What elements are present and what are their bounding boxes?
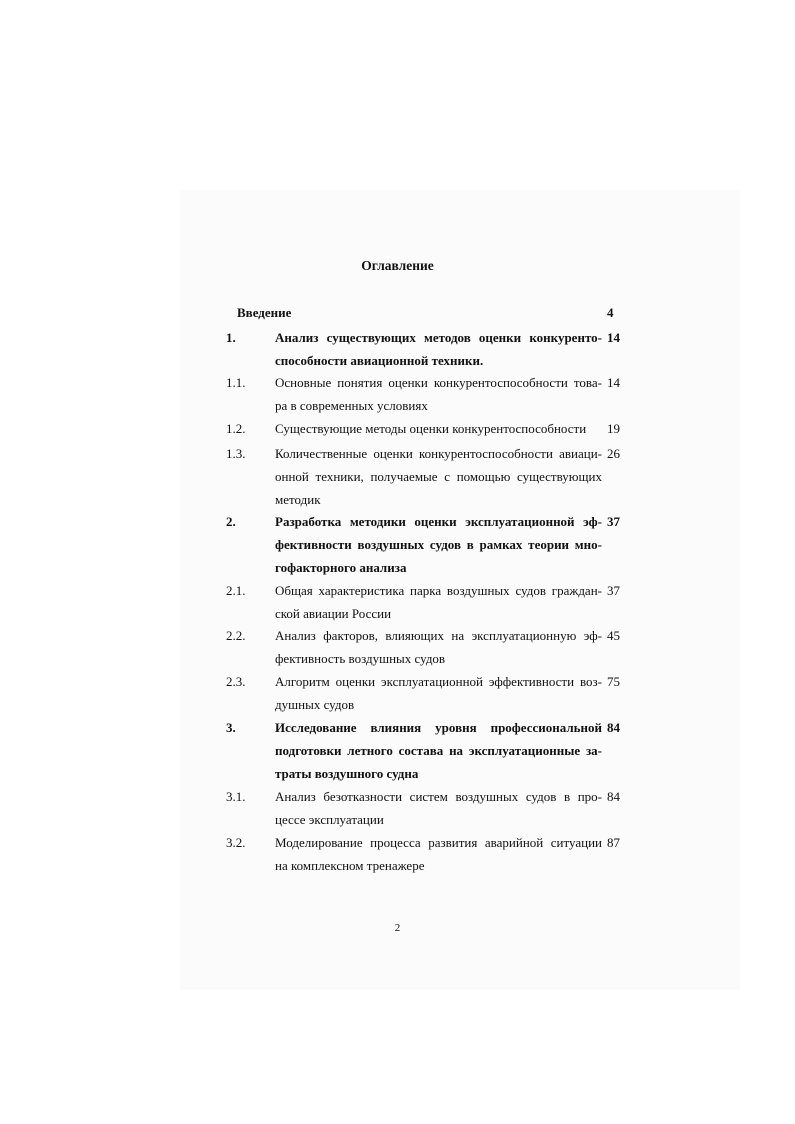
toc-entry-line: Анализ существующих методов оценки конкуренто-	[275, 330, 602, 345]
toc-entry-number: 1.1.	[226, 375, 246, 390]
toc-entry-text	[275, 670, 602, 716]
toc-entry-line: Алгоритм оценки эксплуатационной эффективности воз-	[275, 674, 602, 689]
toc-entry-page: 19	[607, 421, 620, 436]
toc-entry-line: Основные понятия оценки конкурентоспособности това-	[275, 375, 602, 390]
toc-entry-page: 37	[607, 583, 620, 598]
toc-entry-line: Моделирование процесса развития аварийной ситуации	[275, 835, 602, 850]
toc-entry-page: 84	[607, 789, 620, 804]
toc-entry-line: гофакторного анализа	[275, 560, 407, 575]
toc-entry-page: 14	[607, 330, 620, 345]
toc-entry-text	[275, 510, 602, 579]
toc-entry-line: онной техники, получаемые с помощью существующих	[275, 469, 602, 484]
toc-entry-page: 45	[607, 628, 620, 643]
toc-entry-page: 84	[607, 720, 620, 735]
page-number: 2	[394, 922, 401, 934]
toc-entry-number: 2.3.	[226, 674, 246, 689]
toc-entry-page: 37	[607, 514, 620, 529]
toc-entry-line: Разработка методики оценки эксплуатационной эф-	[275, 514, 602, 529]
toc-entry-line: цессе эксплуатации	[275, 812, 384, 827]
toc-entry-text	[275, 371, 602, 417]
toc-entry-text	[275, 831, 602, 877]
toc-entry-number: 3.2.	[226, 835, 246, 850]
toc-entry-line: Анализ факторов, влияющих на эксплуатационную эф-	[275, 628, 602, 643]
toc-entry-line: фективность воздушных судов	[275, 651, 446, 666]
toc-entry-page: 14	[607, 375, 620, 390]
toc-entry-number: 3.	[226, 720, 236, 735]
toc-entry-line: Общая характеристика парка воздушных судов граждан-	[275, 583, 602, 598]
toc-entry-number: 3.1.	[226, 789, 246, 804]
toc-entry-page: 26	[607, 446, 620, 461]
toc-entry-line: фективности воздушных судов в рамках теории мно-	[275, 537, 602, 552]
toc-entry-line: ра в современных условиях	[275, 398, 428, 413]
toc-entry-line: душных судов	[275, 697, 355, 712]
toc-entry-line: на комплексном тренажере	[275, 858, 425, 873]
toc-entry-number: 1.3.	[226, 446, 246, 461]
toc-entry-line: методик	[275, 492, 321, 507]
toc-entry-number: 2.1.	[226, 583, 246, 598]
toc-entry-number: 1.	[226, 330, 236, 345]
toc-entry-number: 2.2.	[226, 628, 246, 643]
toc-entry-line: способности авиационной техники.	[275, 353, 484, 368]
toc-entry-label: Введение	[237, 305, 292, 320]
toc-entry-text	[275, 624, 602, 670]
toc-entry-number: 1.2.	[226, 421, 246, 436]
toc-entry-line: подготовки летного состава на эксплуатационные за-	[275, 743, 602, 758]
toc-entry-line: Количественные оценки конкурентоспособности авиаци-	[275, 446, 602, 461]
toc-entry-line: Анализ безотказности систем воздушных судов в про-	[275, 789, 602, 804]
toc-entry-page: 75	[607, 674, 620, 689]
toc-entry-text	[275, 579, 602, 625]
toc-entry-text	[275, 417, 602, 440]
toc-entry-text	[275, 442, 602, 511]
toc-entry-text	[275, 326, 602, 372]
toc-entry-number: 2.	[226, 514, 236, 529]
toc-entry-line: Исследование влияния уровня профессиональной	[275, 720, 602, 735]
toc-entry-text	[275, 716, 602, 785]
toc-entry-page: 87	[607, 835, 620, 850]
toc-entry-line: Существующие методы оценки конкурентоспособности	[275, 421, 587, 436]
toc-entry-line: ской авиации России	[275, 606, 392, 621]
toc-entry-line: траты воздушного судна	[275, 766, 419, 781]
toc-heading: Оглавление	[361, 258, 434, 273]
toc-entry-text	[275, 785, 602, 831]
toc-entry-page: 4	[607, 305, 614, 320]
